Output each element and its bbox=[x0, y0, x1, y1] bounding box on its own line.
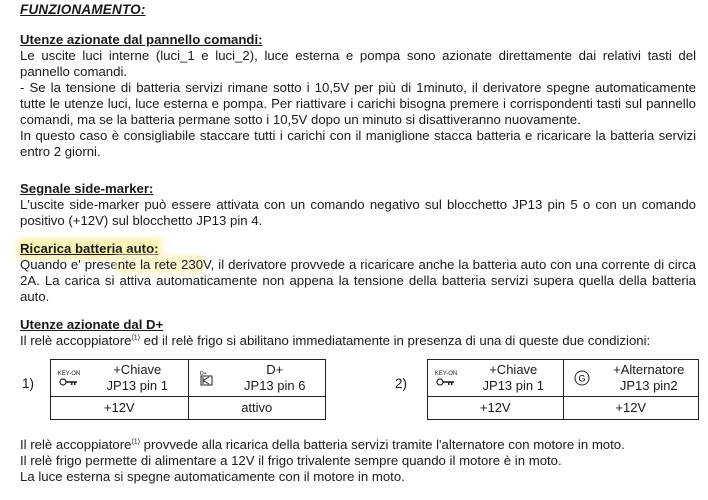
condition-number: 1) bbox=[22, 376, 35, 391]
paragraph bbox=[20, 257, 696, 305]
key-icon bbox=[428, 371, 464, 386]
text-run: Il relè accoppiatore bbox=[20, 333, 132, 348]
cell-pin: JP13 pin 1 bbox=[106, 378, 168, 393]
cell-pin: JP13 pin2 bbox=[619, 378, 678, 393]
condition-cell bbox=[188, 360, 326, 397]
paragraph: Le uscite luci interne (luci_1 e luci_2), luce esterna e pompa sono azionate direttamente dai relativi tasti del pannello comandi. bbox=[20, 48, 696, 79]
paragraph: In questo caso è consigliabile staccare tutti i carichi con il maniglione stacca batteria e ricaricare la batteria servizi entro 2 giorni. bbox=[20, 128, 696, 159]
paragraph bbox=[20, 437, 696, 453]
section-heading: Ricarica batteria auto: bbox=[20, 241, 159, 256]
cell-label: +Alternatore bbox=[613, 362, 685, 377]
alternator-icon bbox=[564, 370, 600, 386]
cell-value: +12V bbox=[563, 397, 699, 420]
highlighted-text: nte la rete 230 bbox=[117, 257, 204, 272]
condition-cell bbox=[51, 360, 189, 397]
d-plus-icon bbox=[189, 370, 225, 386]
cell-pin: JP13 pin 1 bbox=[482, 378, 544, 393]
section-pannello-comandi bbox=[20, 32, 696, 160]
section-utenze-d-plus bbox=[20, 317, 696, 349]
paragraph: La luce esterna si spegne automaticamente con il motore in moto. bbox=[20, 469, 405, 484]
condition-cell bbox=[428, 360, 564, 397]
text-run: V, il derivatore provvede a ricaricare anche la batteria auto con una corrente di circa 2A. La carica si attiva automaticamente non appena la tensione della batteria servizi supera quella della batteria auto. bbox=[20, 257, 696, 304]
text-run: provvede alla ricarica della batteria servizi tramite l'alternatore con motore in moto. bbox=[140, 437, 625, 452]
cell-label: +Chiave bbox=[113, 362, 162, 377]
svg-text:G: G bbox=[577, 373, 586, 384]
icon-label: KEY-ON bbox=[434, 370, 458, 377]
cell-value: +12V bbox=[51, 397, 189, 420]
section-heading: Utenze azionate dal D+ bbox=[20, 317, 164, 332]
cell-value: attivo bbox=[188, 397, 326, 420]
cell-pin: JP13 pin 6 bbox=[244, 378, 306, 393]
footnote-ref: (1) bbox=[131, 438, 140, 446]
text-run: Il relè accoppiatore bbox=[20, 437, 132, 452]
paragraph: L'uscite side-marker può essere attivata con un comando negativo sul blocchetto JP13 pin 5 o con un comando positivo (+12V) sul blocchetto JP13 pin 4. bbox=[20, 197, 696, 228]
paragraph: Il relè frigo permette di alimentare a 12V il frigo trivalente sempre quando il motore è in moto. bbox=[20, 453, 562, 468]
cell-value: +12V bbox=[428, 397, 564, 420]
paragraph bbox=[20, 333, 696, 349]
section-footer bbox=[20, 437, 696, 485]
icon-label: KEY-ON bbox=[57, 370, 81, 377]
svg-text:D+: D+ bbox=[199, 371, 207, 377]
section-heading: Segnale side-marker: bbox=[20, 181, 154, 196]
condition-number: 2) bbox=[395, 376, 408, 391]
section-side-marker bbox=[20, 181, 696, 229]
section-ricarica-batteria-auto bbox=[20, 241, 696, 305]
cell-label: +Chiave bbox=[489, 362, 538, 377]
condition-table-1 bbox=[50, 359, 326, 420]
condition-table-2 bbox=[427, 359, 699, 420]
section-heading-highlight bbox=[20, 241, 696, 257]
section-heading: Utenze azionate dal pannello comandi: bbox=[20, 32, 263, 47]
footnote-ref: (1) bbox=[131, 334, 140, 342]
cell-label: D+ bbox=[266, 362, 284, 377]
condition-cell bbox=[563, 360, 699, 397]
key-icon bbox=[51, 371, 87, 386]
text-run: ed il relè frigo si abilitano immediatamente in presenza di una di queste due condizioni: bbox=[140, 333, 651, 348]
paragraph: - Se la tensione di batteria servizi rimane sotto i 10,5V per più di 1minuto, il derivatore spegne automaticamente tutte le utenze luci, luce esterna e pompa. Per riattivare i carichi bisogna premere i corrispondenti tasti sul pannello comandi, ma se la batteria permane sotto i 10,5V dopo un minuto si disattiveranno nuovamente. bbox=[20, 80, 696, 127]
page-title: FUNZIONAMENTO: bbox=[20, 2, 146, 17]
text-run: Quando e' prese bbox=[20, 257, 118, 272]
